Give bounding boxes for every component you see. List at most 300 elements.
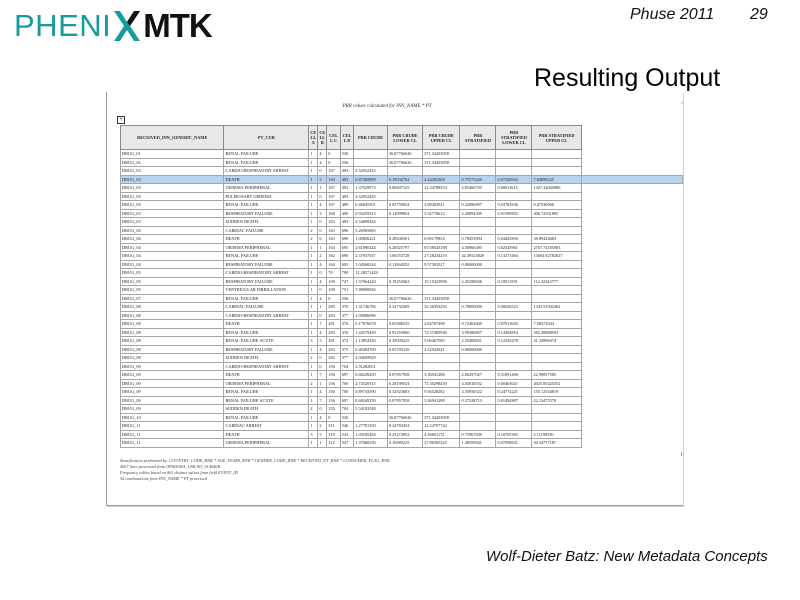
table-cell <box>532 362 581 371</box>
table-cell <box>460 286 496 295</box>
table-cell: 370 <box>340 320 353 329</box>
table-cell <box>423 405 460 414</box>
table-cell <box>423 192 460 201</box>
table-cell: 109 <box>327 286 340 295</box>
table-cell: 7 <box>318 396 327 405</box>
table-cell: 371.34203858 <box>423 294 460 303</box>
table-cell <box>423 286 460 295</box>
table-cell: 30.34757187 <box>532 439 581 448</box>
table-cell: CARDIO-RESPIRATORY ARREST <box>224 167 309 176</box>
table-cell: 371.34203858 <box>423 413 460 422</box>
table-row[interactable] <box>121 371 683 380</box>
table-cell: 5.26965865 <box>354 226 388 235</box>
table-cell: OEDEMA PERIPHERAL <box>224 184 309 193</box>
table-cell: DRUG_08 <box>121 337 224 346</box>
table-cell: DRUG_03 <box>121 192 224 201</box>
table-row[interactable] <box>121 439 683 448</box>
table-cell: OEDEMA PERIPHERAL <box>224 243 309 252</box>
table-cell: 543 <box>340 430 353 439</box>
column-header: CEL L D <box>340 126 353 150</box>
table-cell: DRUG_01 <box>121 150 224 159</box>
table-cell: 0.10705395 <box>496 430 532 439</box>
table-cell: DRUG_08 <box>121 345 224 354</box>
table-cell: CARDIO-RESPIRATORY ARREST <box>224 311 309 320</box>
table-cell: 0.78453094 <box>460 235 496 244</box>
table-cell: DRUG_03 <box>121 175 224 184</box>
table-cell: 1.31746784 <box>354 303 388 312</box>
table-cell: 156 <box>327 396 340 405</box>
table-cell: 4 <box>318 277 327 286</box>
table-row[interactable] <box>121 209 683 218</box>
table-cell <box>496 218 532 227</box>
table-cell: 790 <box>340 269 353 278</box>
table-cell: 1.03185484 <box>354 430 388 439</box>
table-cell: 1 <box>309 439 318 448</box>
table-row[interactable] <box>121 260 683 269</box>
table-cell: 312 <box>327 439 340 448</box>
table-cell: 371.34203858 <box>423 158 460 167</box>
table-row[interactable] <box>121 303 683 312</box>
table-cell <box>532 354 581 363</box>
table-cell: 9.47530066 <box>532 201 581 210</box>
table-cell: 22.99097585 <box>532 371 581 380</box>
table-cell: 697 <box>340 396 353 405</box>
table-cell: 0 <box>318 269 327 278</box>
table-cell: 493 <box>340 167 353 176</box>
table-cell: 4 <box>318 328 327 337</box>
table-cell: CARDIO-RESPIRATORY ARREST <box>224 362 309 371</box>
table-cell <box>460 158 496 167</box>
table-cell: 2 <box>309 379 318 388</box>
table-cell: 9.56528282 <box>423 388 460 397</box>
table-cell <box>460 405 496 414</box>
table-row[interactable] <box>121 354 683 363</box>
table-cell: 0.75967839 <box>460 430 496 439</box>
table-cell: DRUG_09 <box>121 396 224 405</box>
table-cell: 27.28234210 <box>423 252 460 261</box>
table-cell: 4 <box>318 158 327 167</box>
table-cell: 0.31891406 <box>496 371 532 380</box>
table-cell: 0.68249259 <box>354 371 388 380</box>
table-cell: 2 <box>309 226 318 235</box>
table-cell: 36.87766626 <box>387 413 422 422</box>
table-row[interactable] <box>121 379 683 388</box>
table-cell: 0 <box>318 405 327 414</box>
table-cell: 1 <box>309 396 318 405</box>
table-cell: 1 <box>309 192 318 201</box>
table-cell <box>460 269 496 278</box>
table-cell: DRUG_08 <box>121 320 224 329</box>
table-cell: 406.72591885 <box>532 209 581 218</box>
table-cell: DRUG_11 <box>121 430 224 439</box>
table-cell: 2 <box>309 405 318 414</box>
table-row[interactable] <box>121 150 683 159</box>
table-cell: 547 <box>340 439 353 448</box>
table-cell: 2.54552425 <box>354 167 388 176</box>
table-cell: 0 <box>318 354 327 363</box>
table-cell: 490 <box>340 209 353 218</box>
table-cell: DRUG_05 <box>121 286 224 295</box>
table-cell: 493 <box>340 218 353 227</box>
table-cell: 0.01494807 <box>496 396 532 405</box>
table-cell: 377 <box>340 354 353 363</box>
logo-mtk-text: MTK <box>143 7 212 44</box>
table-row[interactable] <box>121 362 683 371</box>
table-row[interactable] <box>121 396 683 405</box>
table-cell: DRUG_03 <box>121 201 224 210</box>
table-cell: CARDIAC FAILURE <box>224 226 309 235</box>
table-cell: 319 <box>327 430 340 439</box>
column-header: PRR CRUDE LOWER CL <box>387 126 422 150</box>
table-cell: 4 <box>318 150 327 159</box>
table-cell <box>423 218 460 227</box>
table-cell: 0.07957958 <box>387 371 422 380</box>
table-cell <box>496 269 532 278</box>
table-cell: DRUG_03 <box>121 167 224 176</box>
table-cell: 0 <box>327 413 340 422</box>
table-cell: 0.07058631 <box>496 439 532 448</box>
table-cell: 283 <box>327 345 340 354</box>
table-row[interactable] <box>121 345 683 354</box>
table-row[interactable] <box>121 235 683 244</box>
table-cell <box>496 354 532 363</box>
table-cell: 1 <box>318 243 327 252</box>
table-cell: 536 <box>340 150 353 159</box>
table-cell: 6 <box>318 235 327 244</box>
table-cell <box>496 167 532 176</box>
table-cell: 67.08543188 <box>423 243 460 252</box>
table-cell <box>423 226 460 235</box>
column-header: PRR CRUDE UPPER CL <box>423 126 460 150</box>
table-cell <box>496 158 532 167</box>
table-cell: 704 <box>340 405 353 414</box>
table-cell: 5.36941288 <box>423 396 460 405</box>
column-header: CEL L C <box>327 126 340 150</box>
table-cell: 156 <box>327 362 340 371</box>
table-cell: 3 <box>318 209 327 218</box>
table-cell: 372 <box>340 337 353 346</box>
table-cell: 4025.85425552 <box>532 379 581 388</box>
table-cell <box>532 226 581 235</box>
table-row[interactable] <box>121 167 683 176</box>
table-cell: 0.19252663 <box>387 277 422 286</box>
table-cell: 2 <box>309 235 318 244</box>
table-cell: 0.37528713 <box>460 396 496 405</box>
table-cell: 0.10689225 <box>387 439 422 448</box>
column-header: PRR STRATIFIED UPPER CL <box>532 126 581 150</box>
table-cell: 0.87469899 <box>354 175 388 184</box>
table-cell: 0.03781636 <box>496 201 532 210</box>
table-cell: 0.17676678 <box>354 320 388 329</box>
table-row[interactable] <box>121 269 683 278</box>
table-cell: 1.06553728 <box>387 252 422 261</box>
table-cell <box>354 413 388 422</box>
table-cell: 1 <box>309 413 318 422</box>
table-cell: DRUG_04 <box>121 252 224 261</box>
table-cell: 377 <box>340 311 353 320</box>
table-cell <box>387 192 422 201</box>
table-cell: 167 <box>327 184 340 193</box>
table-cell: 747 <box>340 277 353 286</box>
table-cell: 489 <box>340 201 353 210</box>
table-cell: 4 <box>318 260 327 269</box>
page-number: 29 <box>750 6 768 23</box>
table-cell: 493 <box>340 192 353 201</box>
table-cell <box>532 286 581 295</box>
table-cell: 1 <box>309 158 318 167</box>
column-header: PRR STRATIFIED <box>460 126 496 150</box>
table-cell: 0.26025797 <box>387 243 422 252</box>
table-row[interactable] <box>121 175 683 184</box>
table-cell: 4.43010552 <box>460 379 496 388</box>
table-cell <box>532 405 581 414</box>
table-row[interactable] <box>121 294 683 303</box>
table-cell: 7.88990826 <box>354 286 388 295</box>
table-cell: 0 <box>318 311 327 320</box>
table-row[interactable] <box>121 192 683 201</box>
table-cell: 7.84898225 <box>532 175 581 184</box>
table-cell: RESPIRATORY FAILURE <box>224 345 309 354</box>
table-cell: SUDDEN DEATH <box>224 354 309 363</box>
table-row[interactable] <box>121 337 683 346</box>
table-cell: 12.24797742 <box>423 422 460 431</box>
table-cell: 376 <box>340 303 353 312</box>
table-cell: DRUG_10 <box>121 413 224 422</box>
table-move-icon[interactable]: + <box>117 116 125 124</box>
table-cell: DEATH <box>224 371 309 380</box>
table-cell: 160 <box>327 175 340 184</box>
table-cell <box>496 345 532 354</box>
table-cell: 164 <box>327 243 340 252</box>
table-cell: 0.11864552 <box>387 260 422 269</box>
table-row[interactable] <box>121 184 683 193</box>
table-cell: 72.57485940 <box>423 328 460 337</box>
table-cell: 109 <box>327 277 340 286</box>
table-cell: 1.37660256 <box>354 439 388 448</box>
table-cell: DRUG_09 <box>121 388 224 397</box>
table-cell: DRUG_05 <box>121 277 224 286</box>
table-cell: 0.29039225 <box>387 337 422 346</box>
table-cell <box>460 311 496 320</box>
table-cell: 6.90179854 <box>423 235 460 244</box>
table-cell: DRUG_04 <box>121 243 224 252</box>
table-row[interactable] <box>121 422 683 431</box>
scroll-marker <box>681 452 683 456</box>
phenix-mtk-logo <box>14 8 212 44</box>
slide-footer: Wolf-Dieter Batz: New Metadata Concepts <box>486 548 768 565</box>
table-cell: 156 <box>327 388 340 397</box>
table-cell: 536 <box>340 158 353 167</box>
table-cell: 0.40494700 <box>354 345 388 354</box>
table-cell: 5.54193548 <box>354 405 388 414</box>
table-cell <box>460 192 496 201</box>
table-cell: DRUG_11 <box>121 422 224 431</box>
table-cell <box>460 294 496 303</box>
table-cell: 375 <box>340 345 353 354</box>
table-cell: 2.04609929 <box>354 354 388 363</box>
table-cell: CARDIAC ARREST <box>224 422 309 431</box>
table-cell: 4 <box>318 294 327 303</box>
column-header: RECEIVED_INN_GENERIC_NAME <box>121 126 224 150</box>
table-cell: 2.60297027 <box>460 371 496 380</box>
table-cell: RENAL FAILURE ACUTE <box>224 337 309 346</box>
table-cell: 5.32776612 <box>423 209 460 218</box>
table-cell <box>460 218 496 227</box>
table-cell: DRUG_04 <box>121 235 224 244</box>
table-cell: 1.37029973 <box>354 184 388 193</box>
table-cell: 1 <box>309 209 318 218</box>
table-cell: 1 <box>309 167 318 176</box>
table-cell: 0.07220942 <box>496 175 532 184</box>
page-marker: 1 <box>681 100 683 105</box>
table-row[interactable] <box>121 413 683 422</box>
table-cell: 4.36601172 <box>423 430 460 439</box>
table-cell: 1 <box>309 345 318 354</box>
table-cell: DRUG_11 <box>121 439 224 448</box>
table-cell: 1 <box>309 320 318 329</box>
table-cell: 281 <box>327 320 340 329</box>
table-cell: 0.05705316 <box>387 345 422 354</box>
table-cell <box>387 167 422 176</box>
table-cell <box>496 294 532 303</box>
table-row[interactable] <box>121 320 683 329</box>
table-header-row <box>121 126 683 150</box>
table-cell: 3 <box>318 175 327 184</box>
table-cell: 1 <box>309 277 318 286</box>
table-cell: 1427.32060986 <box>532 184 581 193</box>
table-cell: 4.24203308 <box>423 175 460 184</box>
table-cell: 0.07011626 <box>496 320 532 329</box>
table-cell: 2.20894309 <box>460 209 496 218</box>
table-cell: 1.48359941 <box>460 439 496 448</box>
table-cell: 2767.74185003 <box>532 243 581 252</box>
table-row[interactable] <box>121 328 683 337</box>
table-cell: DEATH <box>224 235 309 244</box>
table-cell: 483 <box>340 175 353 184</box>
table-cell <box>387 269 422 278</box>
table-cell: 1 <box>309 294 318 303</box>
table-cell: 492 <box>340 184 353 193</box>
table-cell: 0.24774221 <box>496 388 532 397</box>
table-cell: 0.91255860 <box>387 328 422 337</box>
table-cell: 0.00000000 <box>460 260 496 269</box>
processing-notes <box>120 458 390 482</box>
table-cell: DRUG_08 <box>121 328 224 337</box>
table-cell: 1 <box>309 362 318 371</box>
table-cell: 1 <box>309 303 318 312</box>
table-row[interactable] <box>121 218 683 227</box>
table-cell: 700 <box>340 388 353 397</box>
table-cell <box>532 192 581 201</box>
table-cell: 1.27781350 <box>354 422 388 431</box>
table-cell: DRUG_05 <box>121 269 224 278</box>
table-cell <box>387 218 422 227</box>
table-cell <box>532 269 581 278</box>
table-cell: 1.13854320 <box>354 337 388 346</box>
table-cell: RENAL FAILURE <box>224 413 309 422</box>
table-cell <box>496 362 532 371</box>
table-cell: DRUG_02 <box>121 158 224 167</box>
table-row[interactable] <box>121 311 683 320</box>
table-cell: 536 <box>340 294 353 303</box>
table-row[interactable] <box>121 277 683 286</box>
table-cell: 4.52942621 <box>423 345 460 354</box>
table-cell: 1 <box>318 379 327 388</box>
table-cell: 0.75575420 <box>460 175 496 184</box>
table-cell: 164 <box>327 260 340 269</box>
table-cell: 155 <box>327 405 340 414</box>
table-cell: OEDEMA PERIPHERAL <box>224 439 309 448</box>
table-cell: 1 <box>309 184 318 193</box>
table-cell: 0.42086897 <box>460 201 496 210</box>
table-row[interactable] <box>121 405 683 414</box>
table-cell: CARDIAC FAILURE <box>224 303 309 312</box>
table-cell <box>532 218 581 227</box>
table-cell: 700 <box>340 379 353 388</box>
table-cell: 1343.91942362 <box>532 303 581 312</box>
table-cell: 0.25274952 <box>387 430 422 439</box>
table-cell: 0 <box>318 192 327 201</box>
table-cell: RENAL FAILURE ACUTE <box>224 396 309 405</box>
table-cell: 1 <box>309 422 318 431</box>
table-cell: 282 <box>327 354 340 363</box>
table-cell: 696 <box>340 226 353 235</box>
table-cell <box>387 286 422 295</box>
table-cell <box>423 269 460 278</box>
table-cell: 1 <box>318 439 327 448</box>
table-row[interactable] <box>121 286 683 295</box>
table-cell: 163 <box>327 226 340 235</box>
table-cell: 167 <box>327 167 340 176</box>
table-cell: 3 <box>309 337 318 346</box>
table-cell: 0.05588235 <box>387 320 422 329</box>
note-line: Frequency tables based on 861 distinct values from field EVENT_ID <box>120 470 238 475</box>
table-cell: 5.36941288 <box>423 371 460 380</box>
table-cell: 0.93255913 <box>354 209 388 218</box>
table-row[interactable] <box>121 201 683 210</box>
table-cell: 36.87766626 <box>387 294 422 303</box>
table-cell <box>460 362 496 371</box>
table-cell: 0.18032702 <box>387 175 422 184</box>
table-cell: VENTRICULAR FIBRILLATION <box>224 286 309 295</box>
table-row[interactable] <box>121 388 683 397</box>
table-cell: 0.72463840 <box>460 320 496 329</box>
table-cell <box>387 226 422 235</box>
table-cell <box>423 362 460 371</box>
table-cell <box>387 405 422 414</box>
table-row[interactable] <box>121 158 683 167</box>
table-row[interactable] <box>121 243 683 252</box>
table-cell: 285 <box>327 303 340 312</box>
table-cell: 0 <box>318 286 327 295</box>
table-cell <box>532 413 581 422</box>
table-cell: 0.28636501 <box>387 235 422 244</box>
table-cell: 751 <box>340 286 353 295</box>
table-cell: 1 <box>318 184 327 193</box>
table-row[interactable] <box>121 430 683 439</box>
table-cell: 0.08407125 <box>387 184 422 193</box>
table-cell: RENAL FAILURE <box>224 150 309 159</box>
table-cell: 1 <box>309 286 318 295</box>
table-cell: 1.04560244 <box>354 260 388 269</box>
table-row[interactable] <box>121 226 683 235</box>
table-cell: 692 <box>340 260 353 269</box>
table-cell <box>423 354 460 363</box>
table-row[interactable] <box>121 252 683 261</box>
table-cell: 0.01599852 <box>496 209 532 218</box>
table-cell <box>460 422 496 431</box>
table-cell: 371.34203858 <box>423 150 460 159</box>
